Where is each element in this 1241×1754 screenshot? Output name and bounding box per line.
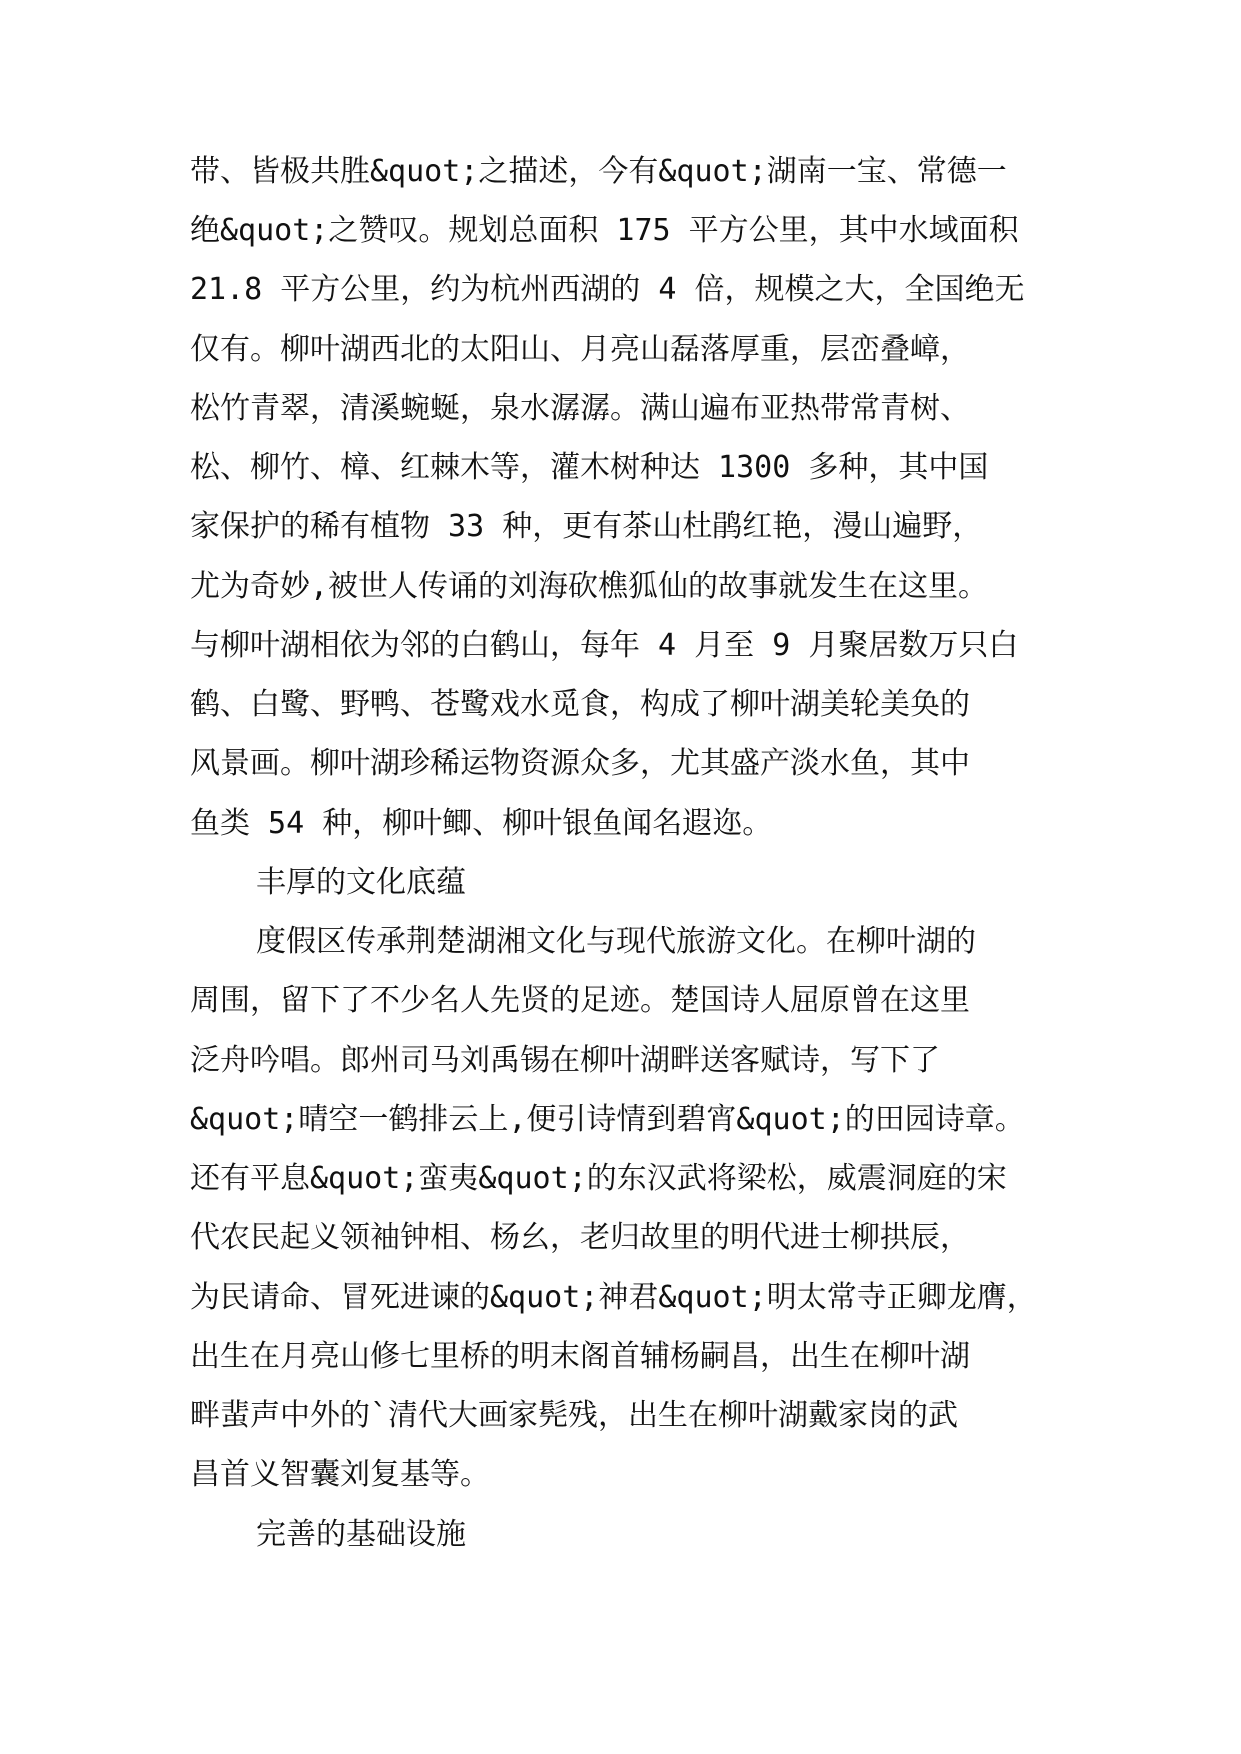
paragraph-1-line-6: 松、柳竹、樟、红棘木等，灌木树种达 1300 多种，其中国 bbox=[190, 450, 989, 485]
paragraph-2-line-5: 还有平息&quot;蛮夷&quot;的东汉武将梁松，威震洞庭的宋 bbox=[190, 1161, 1007, 1196]
paragraph-1-line-2: 绝&quot;之赞叹。规划总面积 175 平方公里，其中水域面积 bbox=[190, 213, 1019, 248]
paragraph-2-line-10: 昌首义智囊刘复基等。 bbox=[190, 1457, 490, 1492]
section-heading-culture: 丰厚的文化底蕴 bbox=[256, 865, 466, 900]
paragraph-2-line-7: 为民请命、冒死进谏的&quot;神君&quot;明太常寺正卿龙膺， bbox=[190, 1280, 1037, 1315]
paragraph-1-line-3: 21.8 平方公里，约为杭州西湖的 4 倍，规模之大，全国绝无 bbox=[190, 272, 1025, 307]
paragraph-2-line-8: 出生在月亮山修七里桥的明末阁首辅杨嗣昌，出生在柳叶湖 bbox=[190, 1339, 970, 1374]
paragraph-2-line-9: 畔蜚声中外的`清代大画家髡残，出生在柳叶湖戴家岗的武 bbox=[190, 1398, 959, 1433]
paragraph-2-line-2: 周围，留下了不少名人先贤的足迹。楚国诗人屈原曾在这里 bbox=[190, 983, 970, 1018]
paragraph-1-line-11: 风景画。柳叶湖珍稀运物资源众多，尤其盛产淡水鱼，其中 bbox=[190, 746, 970, 781]
paragraph-2-line-6: 代农民起义领袖钟相、杨幺，老归故里的明代进士柳拱辰， bbox=[190, 1220, 970, 1255]
paragraph-1-line-5: 松竹青翠，清溪蜿蜒，泉水潺潺。满山遍布亚热带常青树、 bbox=[190, 391, 970, 426]
paragraph-1-line-1: 带、皆极共胜&quot;之描述，今有&quot;湖南一宝、常德一 bbox=[190, 154, 1007, 189]
paragraph-1-line-9: 与柳叶湖相依为邻的白鹤山，每年 4 月至 9 月聚居数万只白 bbox=[190, 628, 1019, 663]
paragraph-1-line-7: 家保护的稀有植物 33 种，更有茶山杜鹃红艳，漫山遍野， bbox=[190, 509, 983, 544]
paragraph-1-line-10: 鹤、白鹭、野鸭、苍鹭戏水觅食，构成了柳叶湖美轮美奂的 bbox=[190, 687, 970, 722]
paragraph-1-line-8: 尤为奇妙,被世人传诵的刘海砍樵狐仙的故事就发生在这里。 bbox=[190, 569, 989, 604]
paragraph-2-line-1: 度假区传承荆楚湖湘文化与现代旅游文化。在柳叶湖的 bbox=[256, 924, 976, 959]
paragraph-2-line-4: &quot;晴空一鹤排云上,便引诗情到碧宵&quot;的田园诗章。 bbox=[190, 1102, 1025, 1137]
section-heading-infrastructure: 完善的基础设施 bbox=[256, 1517, 466, 1552]
paragraph-2-line-3: 泛舟吟唱。郎州司马刘禹锡在柳叶湖畔送客赋诗，写下了 bbox=[190, 1043, 940, 1078]
paragraph-1-line-12: 鱼类 54 种，柳叶鲫、柳叶银鱼闻名遐迩。 bbox=[190, 806, 773, 841]
paragraph-1-line-4: 仅有。柳叶湖西北的太阳山、月亮山磊落厚重，层峦叠嶂， bbox=[190, 332, 970, 367]
